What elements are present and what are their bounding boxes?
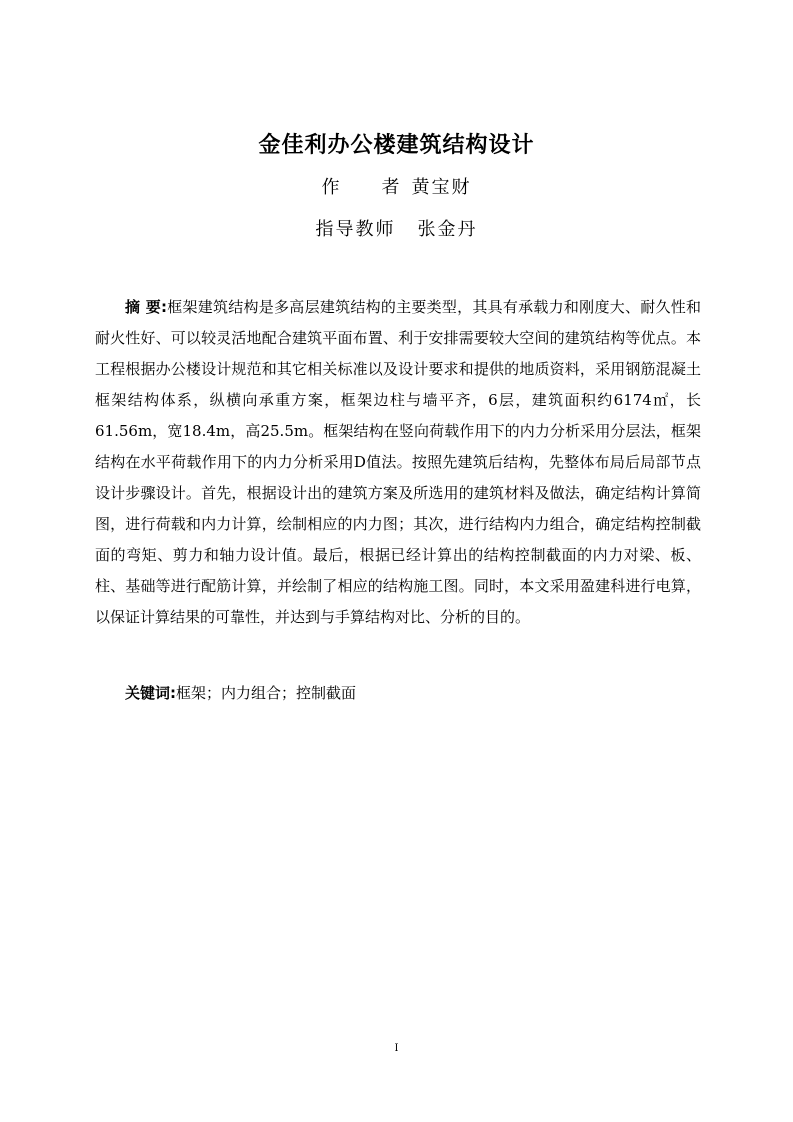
abstract-text: 框架建筑结构是多高层建筑结构的主要类型，其具有承载力和刚度大、耐久性和耐火性好、可以较灵活地配合建筑平面布置、利于安排需要较大空间的建筑结构等优点。本工程根据办公楼设计规范和其它相关标准以及设计要求和提供的地质资料，采用钢筋混凝土框架结构体系，纵横向承重方案，框架边柱与墙平齐，6层，建筑面积约6174㎡，长61.56m，宽18.4m，高25.5m。框架结构在竖向荷载作用下的内力分析采用分层法，框架结构在水平荷载作用下的内力分析采用D值法。按照先建筑后结构，先整体布局后局部节点设计步骤设计。首先，根据设计出的建筑方案及所选用的建筑材料及做法，确定结构计算简图，进行荷载和内力计算，绘制相应的内力图；其次，进行结构内力组合，确定结构控制截面的弯矩、剪力和轴力设计值。最后，根据已经计算出的结构控制截面的内力对梁、板、柱、基础等进行配筋计算，并绘制了相应的结构施工图。同时，本文采用盈建科进行电算，以保证计算结果的可靠性，并达到与手算结构对比、分析的目的。	[95, 298, 701, 626]
author-name: 黄宝财	[411, 177, 472, 198]
author-label: 作者	[321, 177, 402, 198]
keywords-text: 框架；内力组合；控制截面	[176, 684, 357, 702]
keywords-label: 关键词:	[125, 684, 176, 702]
abstract-label: 摘 要:	[125, 298, 167, 316]
author-line	[0, 175, 793, 201]
advisor-line	[0, 217, 793, 243]
advisor-name: 张金丹	[417, 219, 478, 240]
advisor-label: 指导教师	[315, 219, 396, 240]
abstract-paragraph	[95, 292, 701, 633]
page-number: I	[394, 1043, 399, 1054]
document-title: 金佳利办公楼建筑结构设计	[258, 133, 535, 158]
keywords-paragraph	[95, 678, 701, 709]
